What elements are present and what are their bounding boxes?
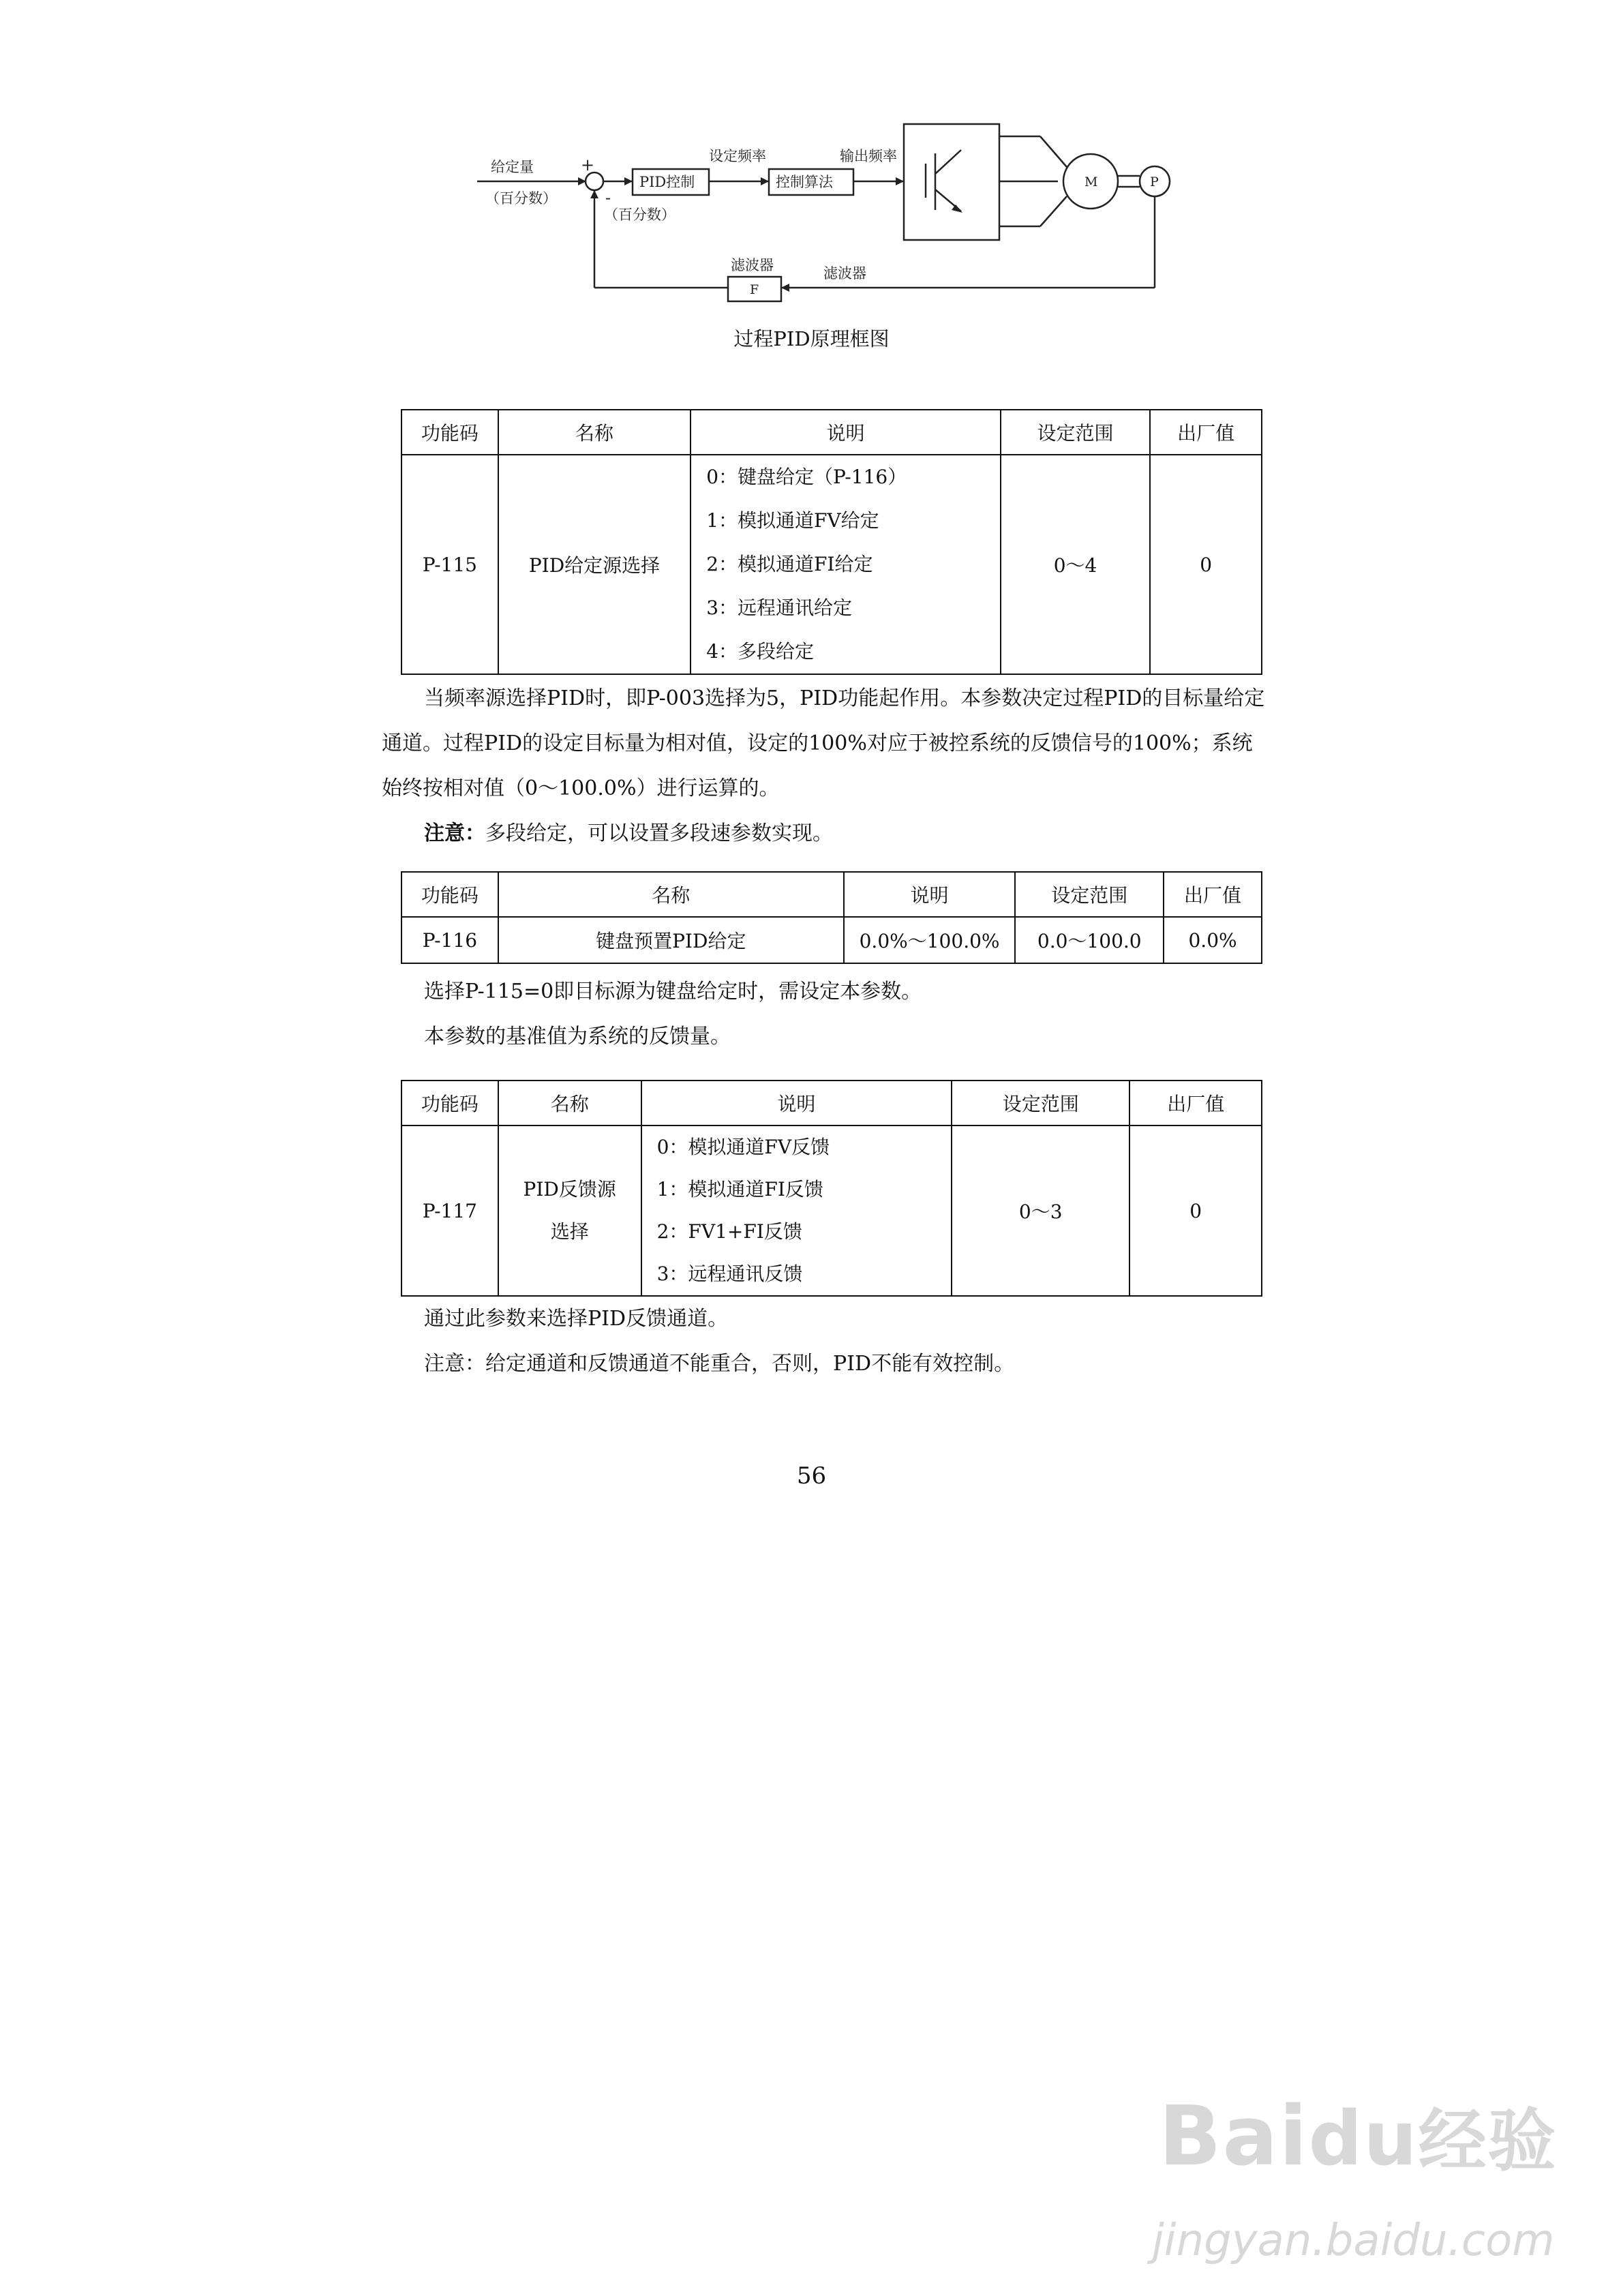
diagram-caption: 过程PID原理框图: [733, 327, 890, 350]
table-header-row: [401, 872, 1262, 917]
option-item: 1：模拟通道FI反馈: [656, 1178, 823, 1200]
param-code: P-116: [401, 917, 498, 963]
feedback-unit: （百分数）: [604, 207, 676, 223]
setpoint-unit: （百分数）: [485, 190, 557, 207]
param-code: P-115: [401, 455, 498, 674]
pid-block-label: PID控制: [639, 174, 695, 190]
algorithm-block-label: 控制算法: [776, 174, 833, 190]
param-name-line2: 选择: [550, 1220, 589, 1243]
watermark-suffix: 经验: [1418, 2101, 1558, 2181]
param-table-p115: [401, 409, 1262, 675]
table-header-row: [401, 1081, 1262, 1126]
p116-line2: 本参数的基准值为系统的反馈量。: [424, 1025, 731, 1048]
p116-line1: 选择P-115=0即目标源为键盘给定时，需设定本参数。: [424, 980, 922, 1003]
option-item: 1：模拟通道FV给定: [706, 509, 879, 532]
p115-note: [382, 811, 1268, 856]
header-range: 设定范围: [1015, 872, 1164, 917]
plus-sign: +: [581, 155, 595, 175]
pump-label: P: [1150, 175, 1159, 190]
header-code: 功能码: [401, 1081, 498, 1126]
param-options: [641, 1126, 952, 1296]
param-table-p117: [401, 1080, 1262, 1297]
filter-label-right: 滤波器: [823, 265, 866, 282]
p117-line1: 通过此参数来选择PID反馈通道。: [424, 1307, 729, 1331]
header-name: 名称: [498, 1081, 641, 1126]
param-desc: 0.0%～100.0%: [844, 917, 1016, 963]
minus-sign: -: [605, 188, 611, 207]
page-number: 56: [796, 1462, 827, 1490]
param-default: 0: [1129, 1126, 1262, 1296]
header-range: 设定范围: [1001, 410, 1151, 455]
header-code: 功能码: [401, 410, 498, 455]
note-label: 注意：: [424, 821, 485, 845]
header-desc: 说明: [844, 872, 1016, 917]
header-desc: 说明: [641, 1081, 952, 1126]
param-code: P-117: [401, 1126, 498, 1296]
filter-label-top: 滤波器: [731, 257, 774, 273]
inverter-block: [904, 124, 999, 240]
param-name: PID给定源选择: [498, 455, 691, 674]
option-item: 4：多段给定: [706, 640, 815, 663]
header-desc: 说明: [691, 410, 1001, 455]
motor-label: M: [1084, 175, 1098, 190]
option-item: 2：FV1+FI反馈: [656, 1220, 802, 1243]
baidu-watermark-logo: [1159, 2086, 1558, 2184]
param-range: 0～3: [952, 1126, 1129, 1296]
param-name-line1: PID反馈源: [523, 1178, 616, 1200]
param-table-p116: [401, 871, 1262, 964]
set-frequency-label: 设定频率: [709, 148, 766, 164]
summing-junction: [586, 172, 603, 190]
watermark-url: jingyan.baidu.com: [1152, 2216, 1555, 2266]
table-row: [401, 1126, 1262, 1296]
filter-block-label: F: [750, 282, 759, 297]
p115-explanation: 当频率源选择PID时，即P-003选择为5，PID功能起作用。本参数决定过程PID的目标量给定通道。过程PID的设定目标量为相对值，设定的100%对应于被控系统的反馈信号的100%；系统始终按相对值（0～100.0%）进行运算的。: [382, 686, 1265, 800]
header-default: 出厂值: [1150, 410, 1262, 455]
header-default: 出厂值: [1129, 1081, 1262, 1126]
table-row: [401, 917, 1262, 963]
header-code: 功能码: [401, 872, 498, 917]
option-item: 3：远程通讯给定: [706, 596, 853, 619]
pid-block-diagram: [450, 109, 1186, 307]
param-range: 0.0～100.0: [1015, 917, 1164, 963]
header-default: 出厂值: [1164, 872, 1262, 917]
watermark-brand: Bai: [1159, 2089, 1309, 2184]
param-range: 0～4: [1001, 455, 1151, 674]
param-default: 0: [1150, 455, 1262, 674]
option-item: 0：键盘给定（P-116）: [706, 466, 907, 488]
p116-description: [382, 969, 1268, 1059]
note-text: 多段给定，可以设置多段速参数实现。: [485, 821, 833, 845]
param-default: 0.0%: [1164, 917, 1262, 963]
table-row: [401, 455, 1262, 674]
p115-description: [382, 676, 1268, 856]
option-item: 3：远程通讯反馈: [656, 1263, 803, 1285]
p117-description: [382, 1297, 1268, 1387]
header-name: 名称: [498, 410, 691, 455]
setpoint-label: 给定量: [491, 159, 534, 175]
header-range: 设定范围: [952, 1081, 1129, 1126]
param-options: [691, 455, 1001, 674]
p117-line2: 注意：给定通道和反馈通道不能重合，否则，PID不能有效控制。: [424, 1352, 1015, 1376]
header-name: 名称: [498, 872, 844, 917]
param-name: [498, 1126, 641, 1296]
watermark-brand-2: du: [1308, 2095, 1419, 2182]
table-header-row: [401, 410, 1262, 455]
output-frequency-label: 输出频率: [840, 148, 897, 164]
option-item: 2：模拟通道FI给定: [706, 553, 873, 575]
option-item: 0：模拟通道FV反馈: [656, 1136, 830, 1158]
param-name: 键盘预置PID给定: [498, 917, 844, 963]
